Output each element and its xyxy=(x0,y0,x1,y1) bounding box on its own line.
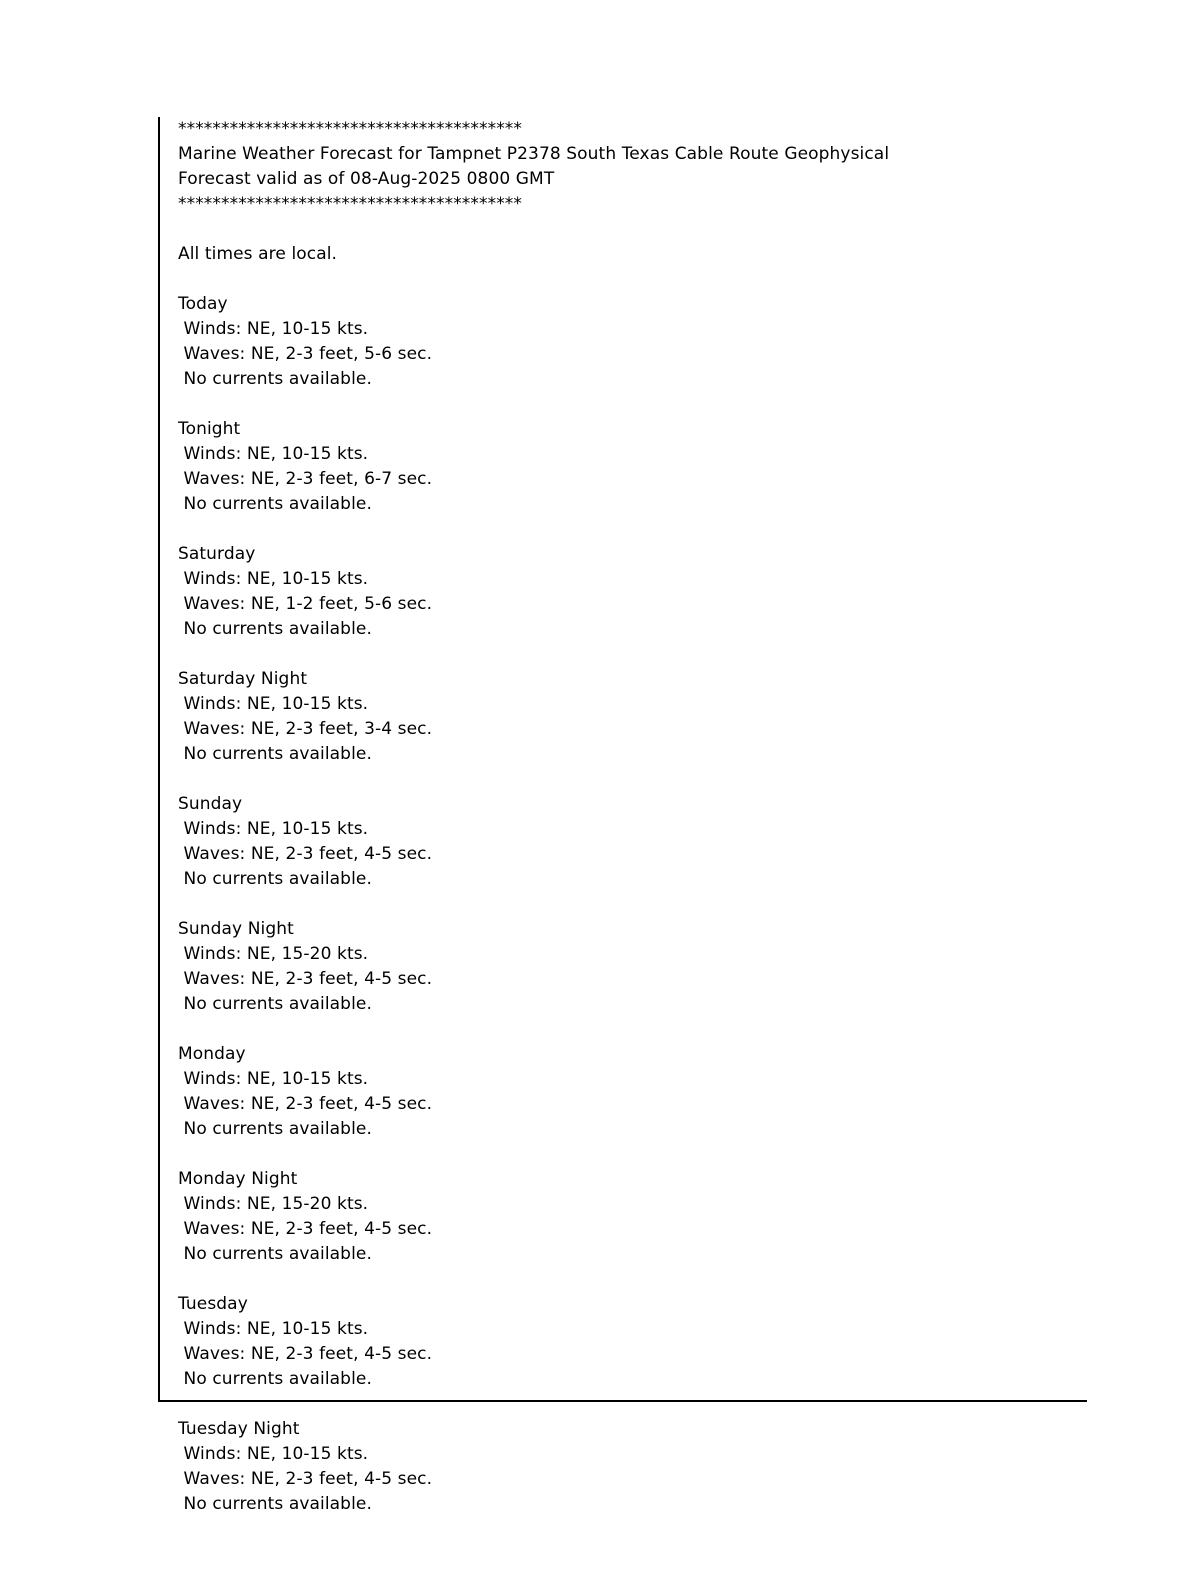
blank-line xyxy=(178,892,1087,917)
forecast-section xyxy=(178,1267,1087,1392)
section-winds: Winds: NE, 15-20 kts. xyxy=(178,944,369,964)
section-period: Tuesday xyxy=(178,1294,248,1314)
forecast-section xyxy=(178,767,1087,892)
blank-line xyxy=(178,1017,1087,1042)
separator-bottom: **************************************** xyxy=(178,194,522,214)
forecast-title: Marine Weather Forecast for Tampnet P2378 South Texas Cable Route Geophysical xyxy=(178,144,890,164)
blank-line xyxy=(178,267,1087,292)
section-currents: No currents available. xyxy=(178,869,372,889)
blank-line xyxy=(178,1267,1087,1292)
forecast-section xyxy=(178,1392,1087,1517)
section-currents: No currents available. xyxy=(178,994,372,1014)
forecast-section xyxy=(178,517,1087,642)
forecast-section xyxy=(178,1017,1087,1142)
forecast-text xyxy=(160,117,1087,1517)
separator-top: **************************************** xyxy=(178,119,522,139)
section-waves: Waves: NE, 2-3 feet, 3-4 sec. xyxy=(178,719,433,739)
section-currents: No currents available. xyxy=(178,744,372,764)
section-winds: Winds: NE, 15-20 kts. xyxy=(178,1194,369,1214)
section-waves: Waves: NE, 2-3 feet, 4-5 sec. xyxy=(178,1094,433,1114)
section-winds: Winds: NE, 10-15 kts. xyxy=(178,319,369,339)
section-period: Saturday xyxy=(178,544,256,564)
section-currents: No currents available. xyxy=(178,1119,372,1139)
blank-line xyxy=(178,392,1087,417)
forecast-section xyxy=(178,642,1087,767)
section-waves: Waves: NE, 2-3 feet, 4-5 sec. xyxy=(178,844,433,864)
section-period: Tuesday Night xyxy=(178,1419,300,1439)
section-currents: No currents available. xyxy=(178,619,372,639)
section-winds: Winds: NE, 10-15 kts. xyxy=(178,1319,369,1339)
section-waves: Waves: NE, 2-3 feet, 4-5 sec. xyxy=(178,1219,433,1239)
blank-line xyxy=(178,1142,1087,1167)
section-waves: Waves: NE, 2-3 feet, 4-5 sec. xyxy=(178,1344,433,1364)
forecast-valid-line: Forecast valid as of 08-Aug-2025 0800 GMT xyxy=(178,169,555,189)
section-waves: Waves: NE, 2-3 feet, 6-7 sec. xyxy=(178,469,433,489)
section-winds: Winds: NE, 10-15 kts. xyxy=(178,819,369,839)
section-waves: Waves: NE, 1-2 feet, 5-6 sec. xyxy=(178,594,433,614)
blank-line xyxy=(178,517,1087,542)
section-winds: Winds: NE, 10-15 kts. xyxy=(178,569,369,589)
section-currents: No currents available. xyxy=(178,1369,372,1389)
forecast-section xyxy=(178,1142,1087,1267)
section-period: Sunday xyxy=(178,794,243,814)
section-winds: Winds: NE, 10-15 kts. xyxy=(178,444,369,464)
forecast-section xyxy=(178,892,1087,1017)
section-waves: Waves: NE, 2-3 feet, 5-6 sec. xyxy=(178,344,433,364)
blank-line xyxy=(178,217,1087,242)
section-period: Monday xyxy=(178,1044,246,1064)
blank-line xyxy=(178,642,1087,667)
section-waves: Waves: NE, 2-3 feet, 4-5 sec. xyxy=(178,969,433,989)
forecast-section xyxy=(178,392,1087,517)
forecast-frame xyxy=(158,117,1087,1514)
section-winds: Winds: NE, 10-15 kts. xyxy=(178,1069,369,1089)
section-currents: No currents available. xyxy=(178,369,372,389)
times-note: All times are local. xyxy=(178,244,338,264)
blank-line xyxy=(178,767,1087,792)
section-currents: No currents available. xyxy=(178,1244,372,1264)
section-currents: No currents available. xyxy=(178,1494,372,1514)
section-period: Monday Night xyxy=(178,1169,298,1189)
forecast-sections xyxy=(178,267,1087,1517)
section-waves: Waves: NE, 2-3 feet, 4-5 sec. xyxy=(178,1469,433,1489)
section-period: Today xyxy=(178,294,228,314)
blank-line xyxy=(178,1392,1087,1417)
forecast-section xyxy=(178,267,1087,392)
section-period: Tonight xyxy=(178,419,241,439)
section-winds: Winds: NE, 10-15 kts. xyxy=(178,1444,369,1464)
section-winds: Winds: NE, 10-15 kts. xyxy=(178,694,369,714)
section-period: Sunday Night xyxy=(178,919,294,939)
section-currents: No currents available. xyxy=(178,494,372,514)
section-period: Saturday Night xyxy=(178,669,308,689)
